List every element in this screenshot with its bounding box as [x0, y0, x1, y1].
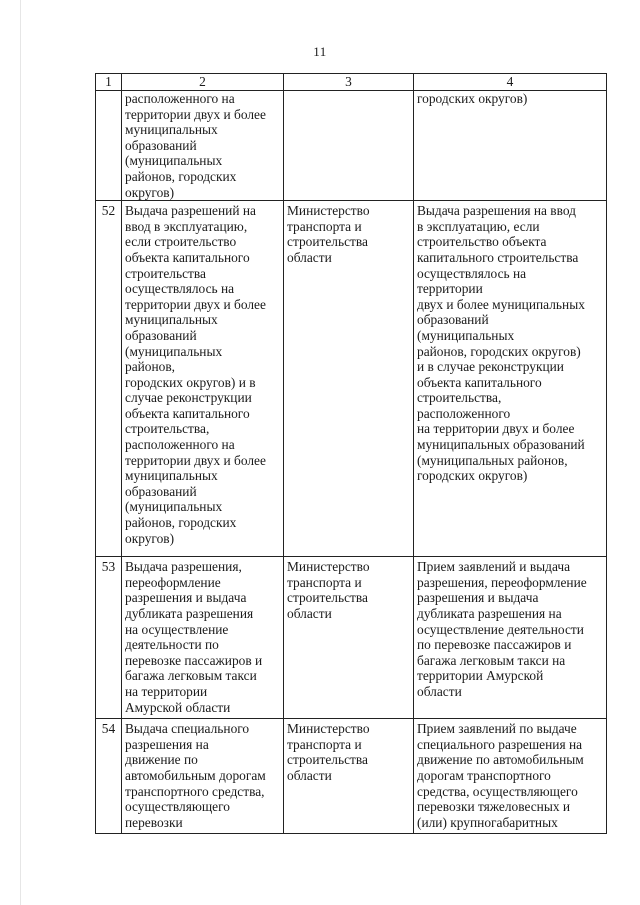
service-name-cell: Выдача специального разрешения на движение по автомобильным дорогам транспортного средства, осуществляющего перевозки: [122, 719, 284, 834]
column-header-description: 4: [414, 74, 607, 91]
authority-cell: Министерство транспорта и строительства области: [284, 201, 414, 557]
authority-cell: Министерство транспорта и строительства области: [284, 557, 414, 719]
description-cell: городских округов): [414, 91, 607, 201]
authority-cell: Министерство транспорта и строительства области: [284, 719, 414, 834]
description-cell: Прием заявлений и выдача разрешения, переоформление разрешения и выдача дубликата разрешения на осуществление деятельности по перевозке пассажиров и багажа легковым такси на территории Амурской области: [414, 557, 607, 719]
column-header-number: 1: [96, 74, 122, 91]
scan-edge-shadow: [20, 0, 21, 905]
service-name-cell: Выдача разрешений на ввод в эксплуатацию, если строительство объекта капитального строительства осуществлялось на территории двух и более муниципальных образований (муниципальных районов, городских округов) и в случае реконструкции объекта капитального строительства, расположенного на территории двух и более муниципальных образований (муниципальных районов, городских округов): [122, 201, 284, 557]
page-number: 11: [313, 44, 327, 59]
row-number: 52: [96, 201, 122, 557]
column-header-authority: 3: [284, 74, 414, 91]
column-header-service: 2: [122, 74, 284, 91]
table-header-row: [96, 74, 607, 91]
table-row: [96, 557, 607, 719]
services-table: [95, 73, 607, 834]
table-row: [96, 719, 607, 834]
service-name-cell: Выдача разрешения, переоформление разрешения и выдача дубликата разрешения на осуществление деятельности по перевозке пассажиров и багажа легковым такси на территории Амурской области: [122, 557, 284, 719]
table-row: [96, 91, 607, 201]
authority-cell: [284, 91, 414, 201]
row-number: [96, 91, 122, 201]
table-row: [96, 201, 607, 557]
description-cell: Прием заявлений по выдаче специального разрешения на движение по автомобильным дорогам транспортного средства, осуществляющего перевозки тяжеловесных и (или) крупногабаритных: [414, 719, 607, 834]
service-name-cell: расположенного на территории двух и более муниципальных образований (муниципальных районов, городских округов): [122, 91, 284, 201]
row-number: 54: [96, 719, 122, 834]
description-cell: Выдача разрешения на ввод в эксплуатацию, если строительство объекта капитального строительства осуществлялось на территории двух и более муниципальных образований (муниципальных районов, городских округов) и в случае реконструкции объекта капитального строительства, расположенного на территории двух и более муниципальных образований (муниципальных районов, городских округов): [414, 201, 607, 557]
row-number: 53: [96, 557, 122, 719]
